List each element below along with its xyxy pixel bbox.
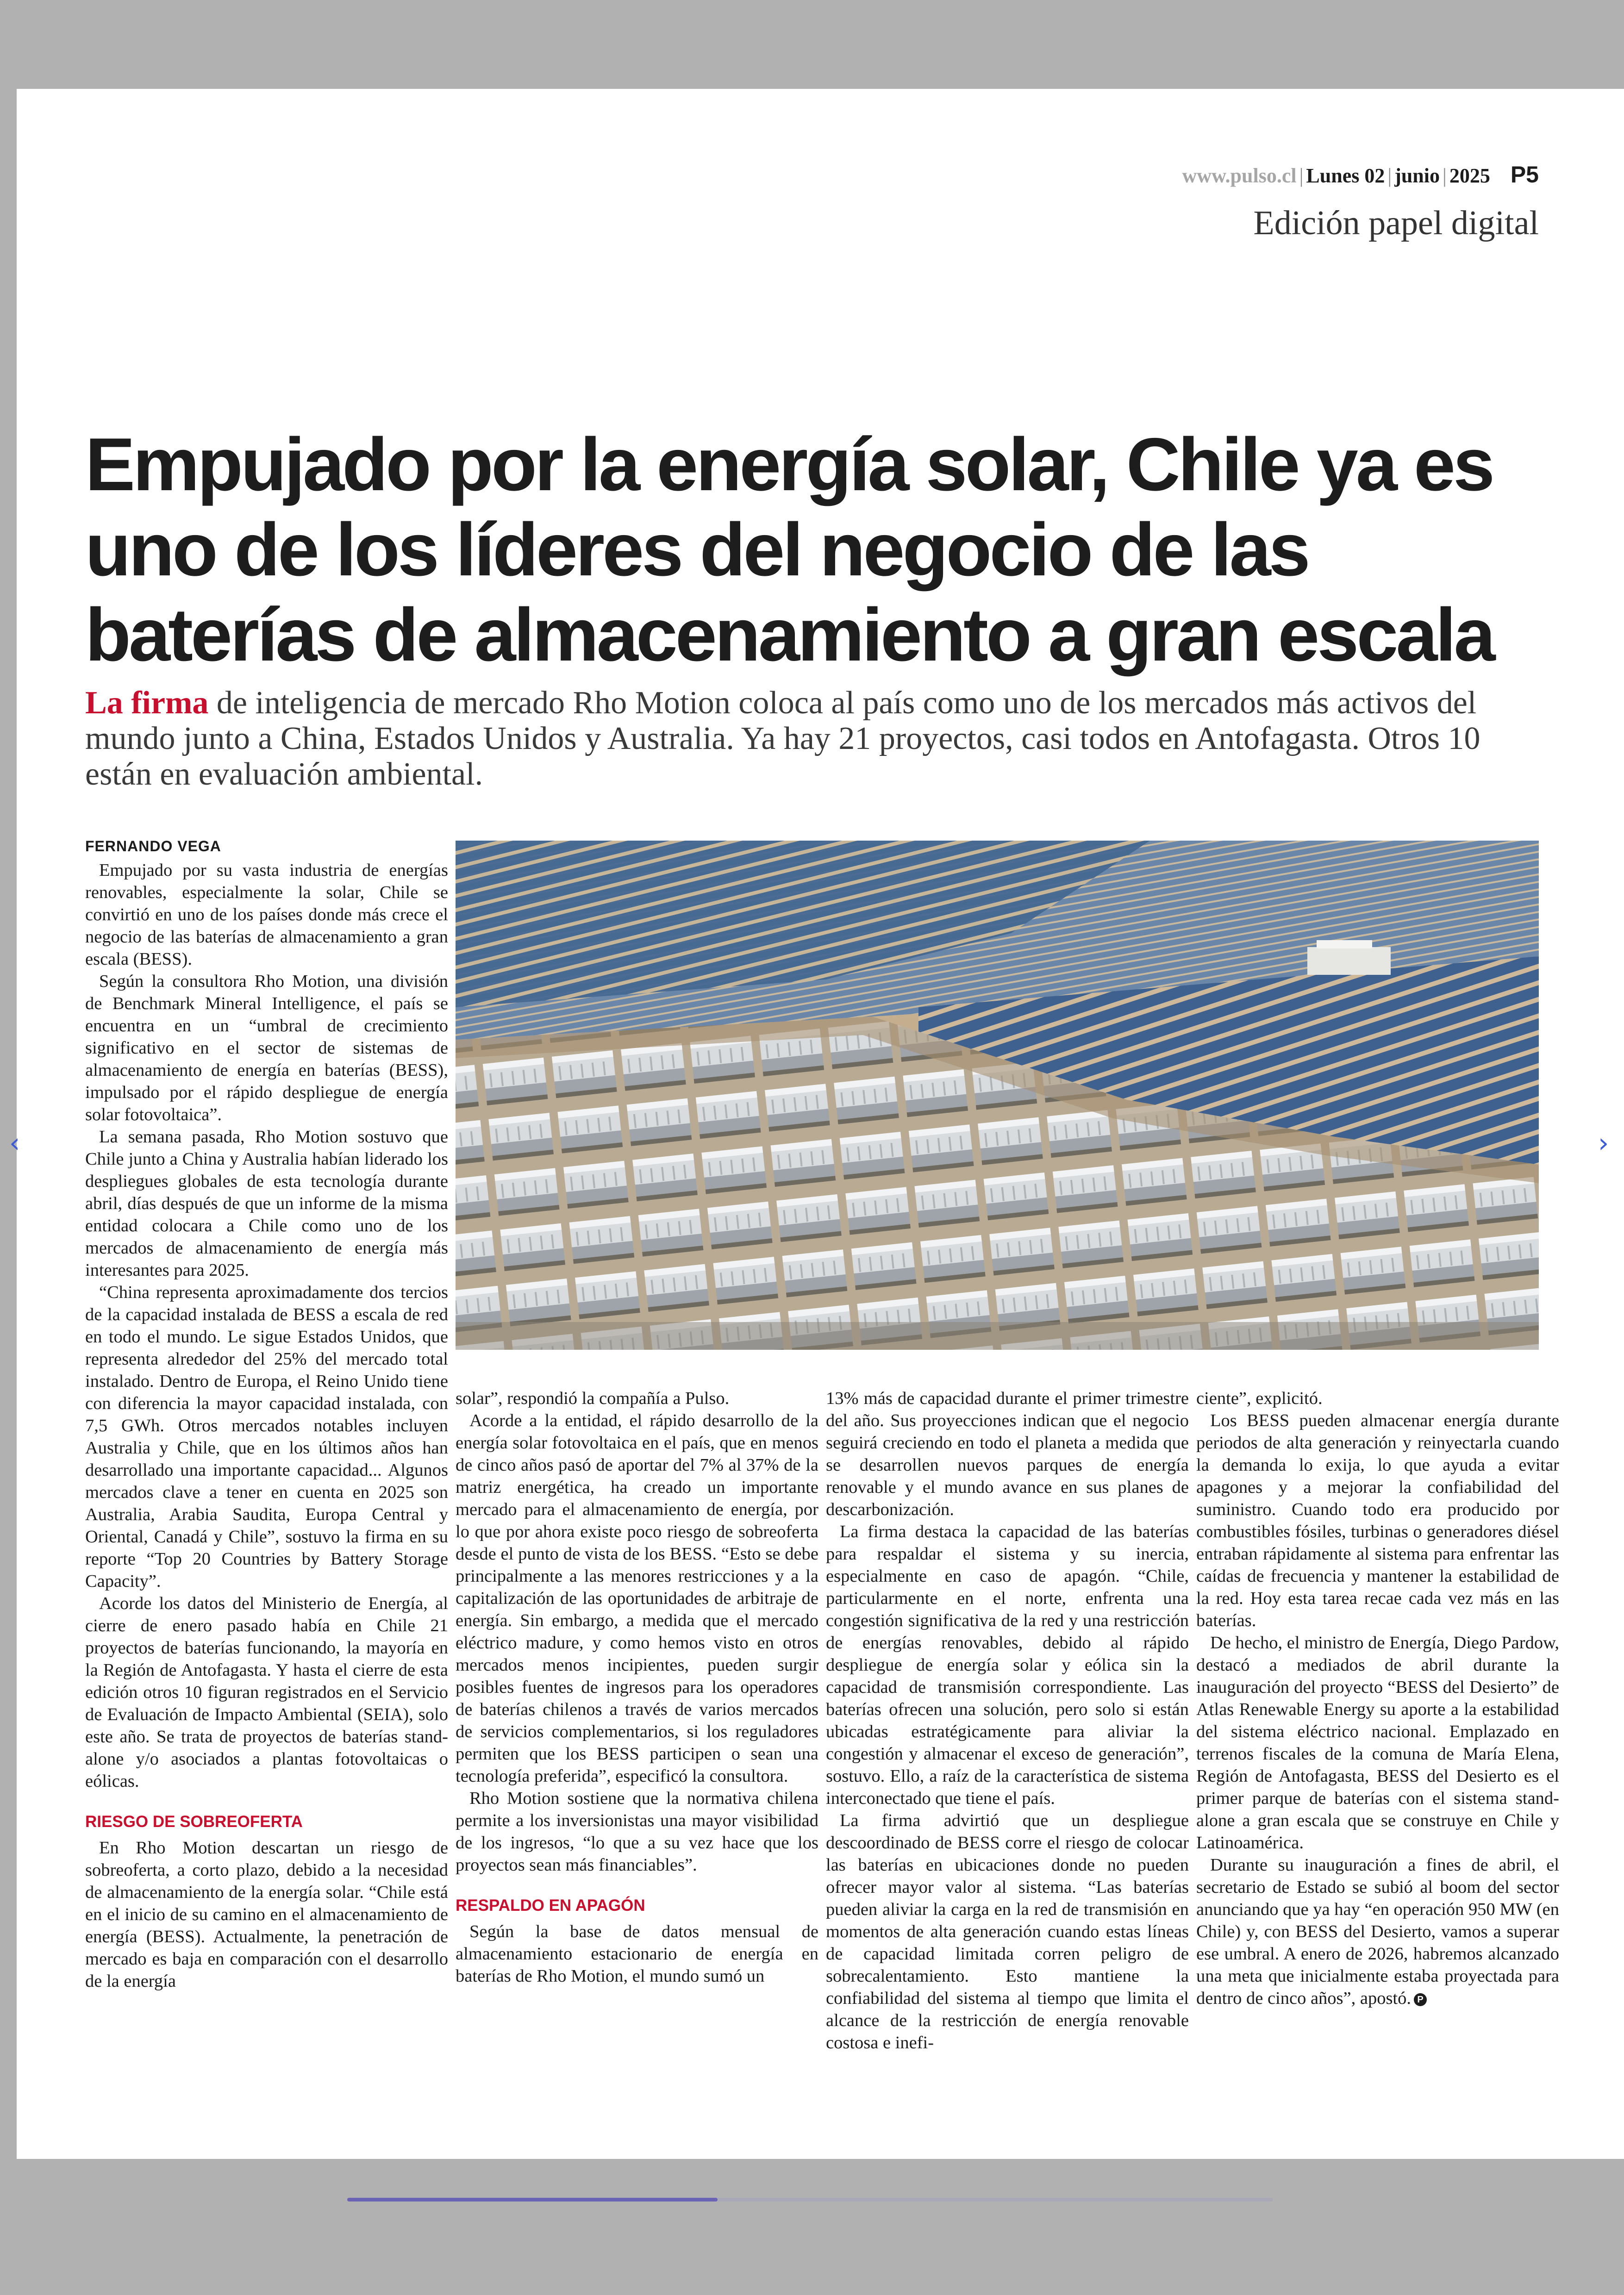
paragraph: Según la consultora Rho Motion, una división de Benchmark Mineral Intelligence, el país se encuentra en un “umbral de crecimiento significativo en el sector de sistemas de almacenamiento de energía en baterías (BESS), impulsado por el rápido despliegue de energía solar fotovoltaica”. [85,972,448,1124]
article-column-3 [826,1387,1189,2054]
issue-year: 2025 [1449,164,1490,187]
page-scrollbar[interactable] [347,2198,1273,2201]
paragraph: La firma advirtió que un despliegue descoordinado de BESS corre el riesgo de colocar las baterías en ubicaciones donde no pueden ofrecer mayor valor al sistema. “Las baterías pueden aliviar la carga en la red de transmisión en momentos de alta generación cuando estas líneas de capacidad limitada corren peligro de sobrecalentamiento. Esto mantiene la confiabilidad del sistema al tiempo que limita el alcance de la restricción de energía renovable costosa e inefi- [826,1811,1189,2052]
deck-text: de inteligencia de mercado Rho Motion coloca al país como uno de los mercados más activos del mundo junto a China, Estados Unidos y Australia. Ya hay 21 proyectos, casi todos en Antofagasta. Otros 10 están en evaluación ambiental. [85,685,1480,792]
paragraph-continued: ciente”, explicitó. [1196,1389,1323,1408]
edition-label: Edición papel digital [1253,204,1539,242]
newspaper-page [17,89,1624,2159]
subhead-riesgo: RIESGO DE SOBREOFERTA [85,1813,303,1831]
article-column-4 [1196,1387,1559,2009]
last-paragraph-text: Durante su inauguración a fines de abril, el secretario de Estado se subió al boom del sector anunciando que ya hay “en operación 950 MW (en Chile) y, con BESS del Desierto, vamos a superar ese umbral. A enero de 2026, habremos alcanzado una meta que inicialmente estaba proyectada para dentro de cinco años”, apostó. [1196,1855,1559,2008]
paragraph-last [1196,1854,1559,2009]
paragraph: Rho Motion sostiene que la normativa chilena permite a los inversionistas una mayor visibilidad de los ingresos, “lo que a su vez hace que los proyectos sean más financiables”. [456,1789,818,1875]
separator: | [1387,164,1392,187]
page-number: P5 [1510,162,1539,187]
paragraph: Los BESS pueden almacenar energía durante periodos de alta generación y reinyectarla cuando la demanda lo exija, lo que ayuda a evitar apagones y a mejorar la confiabilidad del suministro. Cuando todo era producido por combustibles fósiles, turbinas o generadores diésel entraban rápidamente al sistema para enfrentar las caídas de frecuencia y mantener la estabilidad de la red. Hoy esta tarea recae cada vez más en las baterías. [1196,1411,1559,1630]
masthead [1182,161,1539,188]
article-column-2 [456,1387,818,1987]
paragraph-continued: solar”, respondió la compañía a Pulso. [456,1389,730,1408]
article-column-1 [85,835,448,1992]
subhead-respaldo: RESPALDO EN APAGÓN [456,1896,645,1915]
issue-month: junio [1394,164,1440,187]
scrollbar-thumb[interactable] [347,2198,718,2201]
paragraph: Acorde a la entidad, el rápido desarrollo de la energía solar fotovoltaica en el país, que en menos de cinco años pasó de aportar del 7% al 37% de la matriz energética, ha creado un importante mercado para el almacenamiento de energía, por lo que por ahora existe poco riesgo de sobreoferta desde el punto de vista de los BESS. “Esto se debe principalmente a las menores restricciones y a la capitalización de las oportunidades de arbitraje de energía. Sin embargo, a medida que el mercado eléctrico madure, y como hemos visto en otros mercados menos incipientes, pueden surgir posibles fuentes de ingresos para los operadores de baterías chilenos a través de varios mercados de servicios complementarios, si los reguladores permiten que los BESS participen o sean una tecnología preferida”, especificó la consultora. [456,1411,818,1786]
site-url: www.pulso.cl [1182,164,1297,187]
issue-day: Lunes 02 [1306,164,1385,187]
byline: FERNANDO VEGA [85,838,221,854]
next-page-chevron-right-icon[interactable]: › [1598,1127,1609,1159]
paragraph: Según la base de datos mensual de almacenamiento estacionario de energía en baterías de Rho Motion, el mundo sumó un [456,1922,818,1986]
deck [85,685,1520,792]
separator: | [1299,164,1304,187]
paragraph: Acorde los datos del Ministerio de Energía, al cierre de enero pasado había en Chile 21 proyectos de baterías funcionando, la mayoría en la Región de Antofagasta. Y hasta el cierre de esta edición otros 10 figuran registrados en el Servicio de Evaluación de Impacto Ambiental (SEIA), solo este año. Se trata de proyectos de baterías stand-alone y/o asociados a plantas fotovoltaicas o eólicas. [85,1594,448,1791]
paragraph: Empujado por su vasta industria de energías renovables, especialmente la solar, Chile se convirtió en uno de los países donde más crece el negocio de las baterías de almacenamiento a gran escala (BESS). [85,861,448,969]
article-photo [456,841,1539,1350]
end-mark-icon: P [1414,1993,1427,2006]
headline: Empujado por la energía solar, Chile ya es uno de los líderes del negocio de las baterías de almacenamiento a gran escala [85,423,1493,677]
deck-kicker: La firma [85,685,209,721]
paragraph: La semana pasada, Rho Motion sostuvo que Chile junto a China y Australia habían liderado los despliegues globales de esta tecnología durante abril, días después de que un informe de la misma entidad colocara a Chile como uno de los mercados de almacenamiento de energía más interesantes para 2025. [85,1127,448,1280]
paragraph-continued: 13% más de capacidad durante el primer trimestre del año. Sus proyecciones indican que el negocio seguirá creciendo en todo el planeta a medida que se desarrollen nuevos parques de energía renovable y el mundo avance en sus planes de descarbonización. [826,1389,1189,1519]
paragraph: De hecho, el ministro de Energía, Diego Pardow, destacó a mediados de abril durante la inauguración del proyecto “BESS del Desierto” de Atlas Renewable Energy su aporte a la estabilidad del sistema eléctrico nacional. Emplazado en terrenos fiscales de la comuna de María Elena, Región de Antofagasta, BESS del Desierto es el primer parque de baterías con el sistema stand-alone a gran escala que se construye en Chile y Latinoamérica. [1196,1633,1559,1852]
paragraph: En Rho Motion descartan un riesgo de sobreoferta, a corto plazo, debido a la necesidad de almacenamiento de la energía solar. “Chile está en el inicio de su camino en el almacenamiento de energía (BESS). Actualmente, la penetración de mercado es baja en comparación con el desarrollo de la energía [85,1838,448,1991]
prev-page-chevron-left-icon[interactable]: ‹ [9,1127,20,1159]
separator: | [1443,164,1447,187]
paragraph: “China representa aproximadamente dos tercios de la capacidad instalada de BESS a escala de red en todo el mundo. Le sigue Estados Unidos, que representa alrededor del 25% del mercado total instalado. Dentro de Europa, el Reino Unido tiene con diferencia la mayor capacidad instalada, con 7,5 GWh. Otros mercados notables incluyen Australia y Chile, que en los últimos años han desarrollado una importante capacidad... Algunos mercados clave a tener en cuenta en 2025 son Australia, Arabia Saudita, Europa Central y Oriental, Canadá y Chile”, sostuvo la firma en su reporte “Top 20 Countries by Battery Storage Capacity”. [85,1283,448,1591]
paragraph: La firma destaca la capacidad de las baterías para respaldar el sistema y su inercia, especialmente en caso de apagón. “Chile, particularmente en el norte, enfrenta una congestión significativa de la red y una restricción de energías renovables, debido al rápido despliegue de energía solar y eólica sin la capacidad de transmisión correspondiente. Las baterías ofrecen una solución, pero solo si están ubicadas estratégicamente para aliviar la congestión y almacenar el exceso de generación”, sostuvo. Ello, a raíz de la característica de sistema interconectado que tiene el país. [826,1522,1189,1808]
